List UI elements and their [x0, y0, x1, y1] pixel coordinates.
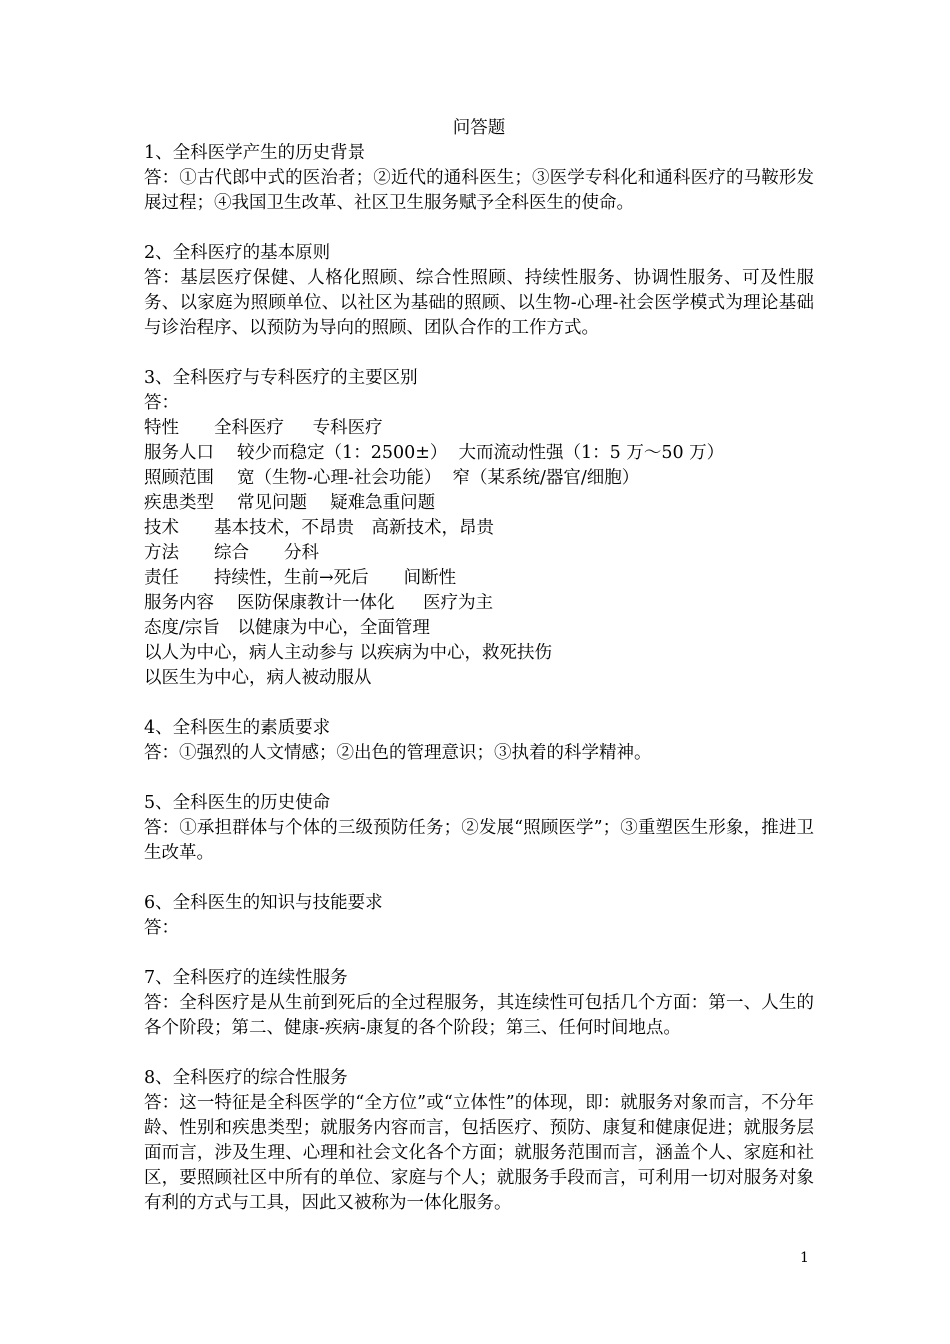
comparison-list: [144, 416, 814, 691]
comparison-row: 服务人口 较少而稳定（1：2500±） 大而流动性强（1：5 万～50 万）: [144, 443, 725, 463]
question-heading: 4、全科医生的素质要求: [144, 718, 331, 738]
comparison-row: 疾患类型 常见问题 疑难急重问题: [144, 493, 436, 513]
answer-text: 答：①古代郎中式的医治者；②近代的通科医生；③医学专科化和通科医疗的马鞍形发展过程；④我国卫生改革、社区卫生服务赋予全科医生的使命。: [144, 168, 814, 213]
question-heading: 1、全科医学产生的历史背景: [144, 143, 366, 163]
question-heading: 8、全科医疗的综合性服务: [144, 1068, 348, 1088]
question-heading: 5、全科医生的历史使命: [144, 793, 331, 813]
question-4: [144, 716, 814, 766]
question-heading: 3、全科医疗与专科医疗的主要区别: [144, 368, 418, 388]
question-2: [144, 241, 814, 341]
answer-text: 答：: [144, 918, 179, 938]
page-number: 1: [800, 1250, 809, 1266]
comparison-row: 态度/宗旨 以健康为中心，全面管理: [144, 618, 430, 638]
question-3: [144, 366, 814, 691]
question-heading: 6、全科医生的知识与技能要求: [144, 893, 383, 913]
comparison-row: 方法 综合 分科: [144, 543, 319, 563]
question-6: [144, 891, 814, 941]
answer-text: 答：这一特征是全科医学的“全方位”或“立体性”的体现，即：就服务对象而言，不分年龄、性别和疾患类型；就服务内容而言，包括医疗、预防、康复和健康促进；就服务层面而言，涉及生理、心理和社会文化各个方面；就服务范围而言，涵盖个人、家庭和社区，要照顾社区中所有的单位、家庭与个人；就服务手段而言，可利用一切对服务对象有利的方式与工具，因此又被称为一体化服务。: [144, 1093, 814, 1213]
comparison-row: 以医生为中心，病人被动服从: [144, 668, 372, 688]
comparison-row: 特性 全科医疗 专科医疗: [144, 418, 383, 438]
answer-text: 答：①强烈的人文情感；②出色的管理意识；③执着的科学精神。: [144, 743, 652, 763]
document-page: [144, 116, 814, 1216]
comparison-row: 以人为中心，病人主动参与 以疾病为中心，救死扶伤: [144, 643, 553, 663]
answer-text: 答：全科医疗是从生前到死后的全过程服务，其连续性可包括几个方面：第一、人生的各个阶段；第二、健康-疾病-康复的各个阶段；第三、任何时间地点。: [144, 993, 814, 1038]
question-5: [144, 791, 814, 866]
comparison-row: 服务内容 医防保康教计一体化 医疗为主: [144, 593, 494, 613]
comparison-row: 技术 基本技术，不昂贵 高新技术，昂贵: [144, 518, 494, 538]
question-8: [144, 1066, 814, 1216]
answer-label: 答：: [144, 393, 179, 413]
answer-text: 答：基层医疗保健、人格化照顾、综合性照顾、持续性服务、协调性服务、可及性服务、以家庭为照顾单位、以社区为基础的照顾、以生物-心理-社会医学模式为理论基础与诊治程序、以预防为导向的照顾、团队合作的工作方式。: [144, 268, 814, 338]
comparison-row: 责任 持续性，生前→死后 间断性: [144, 568, 457, 588]
document-title: 问答题: [452, 118, 506, 138]
question-heading: 7、全科医疗的连续性服务: [144, 968, 348, 988]
question-1: [144, 141, 814, 216]
question-7: [144, 966, 814, 1041]
answer-text: 答：①承担群体与个体的三级预防任务；②发展“照顾医学”；③重塑医生形象，推进卫生改革。: [144, 818, 814, 863]
comparison-row: 照顾范围 宽（生物-心理-社会功能） 窄（某系统/器官/细胞）: [144, 468, 640, 488]
question-heading: 2、全科医疗的基本原则: [144, 243, 331, 263]
